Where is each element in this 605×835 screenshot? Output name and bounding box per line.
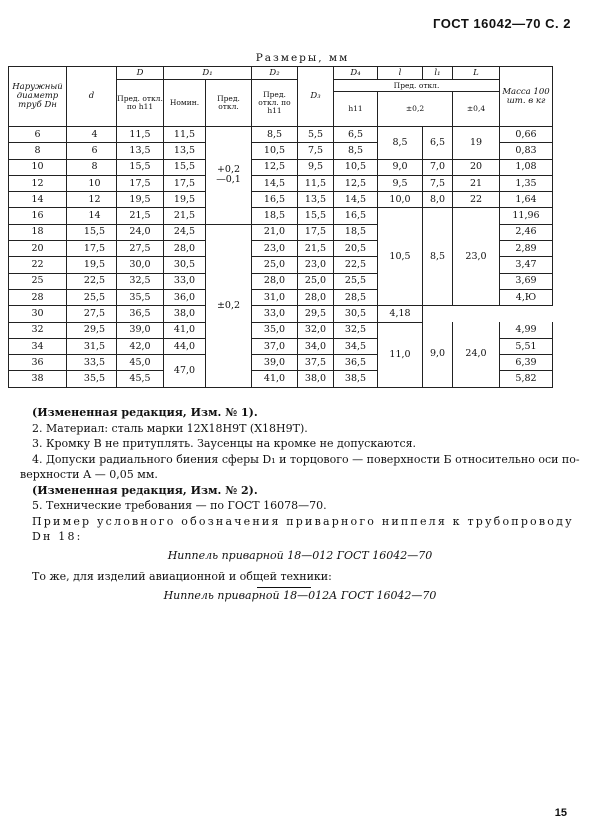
col-outer-diameter: Наружный диаметр труб Dн	[9, 67, 67, 127]
d-cell: 22,5	[67, 273, 117, 289]
D-cell: 24,0	[117, 224, 164, 240]
dn-cell: 12	[9, 175, 67, 191]
d-cell: 25,5	[67, 289, 117, 305]
D3-cell: 5,5	[298, 127, 334, 143]
D4-cell: 30,5	[334, 306, 378, 322]
dn-cell: 16	[9, 208, 67, 224]
D4-cell: 32,5	[334, 322, 378, 338]
d-cell: 8	[67, 159, 117, 175]
note-3: 3. Кромку В не притуплять. Заусенцы на кромке не допускаются.	[32, 437, 417, 450]
D3-cell: 28,0	[298, 289, 334, 305]
d-cell: 19,5	[67, 257, 117, 273]
edit-note-2: (Измененная редакция, Изм. № 2).	[32, 483, 258, 497]
D1-cell: 30,5	[164, 257, 206, 273]
D3-cell: 23,0	[298, 257, 334, 273]
note-4a: 4. Допуски радиального биения сферы D₁ и торцового — поверхности Б относительно оси по-	[32, 452, 580, 466]
col-D: D	[117, 67, 164, 80]
D-cell: 35,5	[117, 289, 164, 305]
mass-cell: 1,08	[500, 159, 553, 175]
D2-cell: 35,0	[252, 322, 298, 338]
D-cell: 13,5	[117, 143, 164, 159]
dn-cell: 32	[9, 322, 67, 338]
D2-cell: 12,5	[252, 159, 298, 175]
D-cell: 36,5	[117, 306, 164, 322]
hdr-D-tol: Пред. откл. по h11	[117, 80, 164, 127]
page-number: 15	[554, 807, 567, 819]
notes-section	[20, 405, 580, 603]
d-cell: 31,5	[67, 338, 117, 354]
d-cell: 12	[67, 192, 117, 208]
D2-cell: 23,0	[252, 241, 298, 257]
document-header: ГОСТ 16042—70 С. 2	[433, 16, 571, 31]
l1-cell: 8,5	[423, 208, 453, 306]
hdr-l-tol: ±0,2	[378, 92, 453, 127]
mass-cell: 3,69	[500, 273, 553, 289]
D2-cell: 33,0	[252, 306, 298, 322]
D2-cell: 39,0	[252, 355, 298, 371]
D1-cell: 24,5	[164, 224, 206, 240]
l-cell: 10,5	[378, 208, 423, 306]
same-heading: То же, для изделий авиационной и общей техники:	[32, 570, 332, 583]
D3-cell: 34,0	[298, 338, 334, 354]
example-code: Ниппель приварной 18—012 ГОСТ 16042—70	[167, 548, 433, 562]
col-mass: Масса 100 шт. в кг	[500, 67, 553, 127]
D-cell: 27,5	[117, 241, 164, 257]
col-L: L	[453, 67, 500, 80]
dn-cell: 8	[9, 143, 67, 159]
col-D4: D₄	[334, 67, 378, 80]
dn-cell: 34	[9, 338, 67, 354]
L-cell: 21	[453, 175, 500, 191]
D4-cell: 20,5	[334, 241, 378, 257]
D4-cell: 28,5	[334, 289, 378, 305]
D3-cell: 21,5	[298, 241, 334, 257]
D4-cell: 25,5	[334, 273, 378, 289]
mass-cell: 4,99	[500, 322, 553, 338]
D3-cell: 7,5	[298, 143, 334, 159]
hdr-D2-tol: Пред. откл. по h11	[252, 80, 298, 127]
l-cell: 9,5	[378, 175, 423, 191]
d-cell: 29,5	[67, 322, 117, 338]
D3-cell: 15,5	[298, 208, 334, 224]
L-cell: 19	[453, 127, 500, 160]
dn-cell: 18	[9, 224, 67, 240]
D-cell: 11,5	[117, 127, 164, 143]
d-cell: 10	[67, 175, 117, 191]
D1-cell: 28,0	[164, 241, 206, 257]
D4-cell: 22,5	[334, 257, 378, 273]
D1-cell: 44,0	[164, 338, 206, 354]
dn-cell: 14	[9, 192, 67, 208]
D1-cell: 13,5	[164, 143, 206, 159]
mass-cell: 3,47	[500, 257, 553, 273]
note-2: 2. Материал: сталь марки 12Х18Н9Т (Х18Н9Т).	[32, 421, 308, 435]
mass-cell: 2,46	[500, 224, 553, 240]
mass-cell: 2,89	[500, 241, 553, 257]
D2-cell: 25,0	[252, 257, 298, 273]
hdr-tol-group: Пред. откл.	[334, 80, 500, 92]
D1-cell: 33,0	[164, 273, 206, 289]
D1-cell: 15,5	[164, 159, 206, 175]
D3-cell: 25,0	[298, 273, 334, 289]
D2-cell: 16,5	[252, 192, 298, 208]
D1-cell: 19,5	[164, 192, 206, 208]
D-cell: 42,0	[117, 338, 164, 354]
col-D3: D₃	[298, 67, 334, 127]
col-l1: l₁	[423, 67, 453, 80]
D2-cell: 37,0	[252, 338, 298, 354]
D3-cell: 29,5	[298, 306, 334, 322]
dn-cell: 20	[9, 241, 67, 257]
D4-cell: 14,5	[334, 192, 378, 208]
l-cell: 9,0	[378, 159, 423, 175]
mass-cell: 11,96	[500, 208, 553, 224]
same-code: Ниппель приварной 18—012А ГОСТ 16042—70	[163, 588, 437, 602]
D2-cell: 21,0	[252, 224, 298, 240]
mass-cell: 1,35	[500, 175, 553, 191]
d-cell: 4	[67, 127, 117, 143]
L-cell: 20	[453, 159, 500, 175]
D1-cell: 21,5	[164, 208, 206, 224]
dn-cell: 25	[9, 273, 67, 289]
D3-cell: 17,5	[298, 224, 334, 240]
D3-cell: 37,5	[298, 355, 334, 371]
d-cell: 35,5	[67, 371, 117, 387]
hdr-L-tol: ±0,4	[453, 92, 500, 127]
D3-cell: 9,5	[298, 159, 334, 175]
dn-cell: 6	[9, 127, 67, 143]
D-cell: 39,0	[117, 322, 164, 338]
D-cell: 45,5	[117, 371, 164, 387]
D-cell: 30,0	[117, 257, 164, 273]
D-cell: 32,5	[117, 273, 164, 289]
hdr-D1-tol: Пред. откл.	[206, 80, 252, 127]
D4-cell: 36,5	[334, 355, 378, 371]
l-cell: 10,0	[378, 192, 423, 208]
table-caption: Размеры, мм	[255, 52, 350, 64]
D2-cell: 31,0	[252, 289, 298, 305]
mass-cell: 4,Ю	[500, 289, 553, 305]
D1-tol-top: +0,2	[216, 164, 241, 176]
d-cell: 17,5	[67, 241, 117, 257]
dimensions-table	[8, 66, 553, 388]
d-cell: 33,5	[67, 355, 117, 371]
separator-rule	[257, 587, 311, 588]
D2-cell: 10,5	[252, 143, 298, 159]
L-cell: 23,0	[453, 208, 500, 306]
D1-tol-bottom: —0,1	[216, 174, 241, 186]
D2-cell: 28,0	[252, 273, 298, 289]
D4-cell: 8,5	[334, 143, 378, 159]
D-cell: 45,0	[117, 355, 164, 371]
l1-cell: 7,0	[423, 159, 453, 175]
D1-cell: 11,5	[164, 127, 206, 143]
l1-cell: 8,0	[423, 192, 453, 208]
D4-cell: 10,5	[334, 159, 378, 175]
dn-cell: 22	[9, 257, 67, 273]
mass-cell: 0,83	[500, 143, 553, 159]
D3-cell: 38,0	[298, 371, 334, 387]
l-cell: 8,5	[378, 127, 423, 160]
D-cell: 21,5	[117, 208, 164, 224]
D1-cell: 41,0	[164, 322, 206, 338]
d-cell: 6	[67, 143, 117, 159]
note-5: 5. Технические требования — по ГОСТ 16078—70.	[32, 499, 327, 512]
hdr-D1-nomin: Номин.	[164, 80, 206, 127]
l1-cell: 6,5	[423, 127, 453, 160]
col-d: d	[67, 67, 117, 127]
dn-cell: 28	[9, 289, 67, 305]
dn-cell: 10	[9, 159, 67, 175]
D4-cell: 16,5	[334, 208, 378, 224]
edit-note-1: (Измененная редакция, Изм. № 1).	[32, 406, 258, 419]
mass-cell: 0,66	[500, 127, 553, 143]
D4-cell: 34,5	[334, 338, 378, 354]
example-heading: Пример условного обозначения приварного ниппеля к трубопроводу Dн 18:	[32, 514, 574, 543]
L-cell: 22	[453, 192, 500, 208]
dn-cell: 38	[9, 371, 67, 387]
mass-cell: 4,18	[378, 306, 423, 322]
D3-cell: 13,5	[298, 192, 334, 208]
D-cell: 17,5	[117, 175, 164, 191]
D1-tol-cell-2: ±0,2	[206, 224, 252, 387]
D1-cell-470: 47,0	[164, 355, 206, 388]
D2-cell: 41,0	[252, 371, 298, 387]
col-l: l	[378, 67, 423, 80]
D1-cell: 17,5	[164, 175, 206, 191]
D2-cell: 8,5	[252, 127, 298, 143]
l1-cell: 7,5	[423, 175, 453, 191]
d-cell: 15,5	[67, 224, 117, 240]
D1-cell: 38,0	[164, 306, 206, 322]
mass-cell: 6,39	[500, 355, 553, 371]
D3-cell: 11,5	[298, 175, 334, 191]
d-cell: 27,5	[67, 306, 117, 322]
D2-cell: 18,5	[252, 208, 298, 224]
D-cell: 15,5	[117, 159, 164, 175]
D1-tol-cell	[206, 127, 252, 225]
D4-cell: 12,5	[334, 175, 378, 191]
D1-cell: 36,0	[164, 289, 206, 305]
dn-cell: 36	[9, 355, 67, 371]
D4-cell: 18,5	[334, 224, 378, 240]
l-cell: 11,0	[378, 322, 423, 387]
dn-cell: 30	[9, 306, 67, 322]
L-cell: 24,0	[453, 322, 500, 387]
l1-cell: 9,0	[423, 322, 453, 387]
col-D1: D₁	[164, 67, 252, 80]
note-4b: верхности А — 0,05 мм.	[20, 468, 158, 481]
mass-cell: 5,51	[500, 338, 553, 354]
D4-cell: 38,5	[334, 371, 378, 387]
hdr-D4-h11: h11	[334, 92, 378, 127]
mass-cell: 1,64	[500, 192, 553, 208]
D2-cell: 14,5	[252, 175, 298, 191]
col-D2: D₂	[252, 67, 298, 80]
mass-cell: 5,82	[500, 371, 553, 387]
D3-cell: 32,0	[298, 322, 334, 338]
d-cell: 14	[67, 208, 117, 224]
D-cell: 19,5	[117, 192, 164, 208]
D4-cell: 6,5	[334, 127, 378, 143]
